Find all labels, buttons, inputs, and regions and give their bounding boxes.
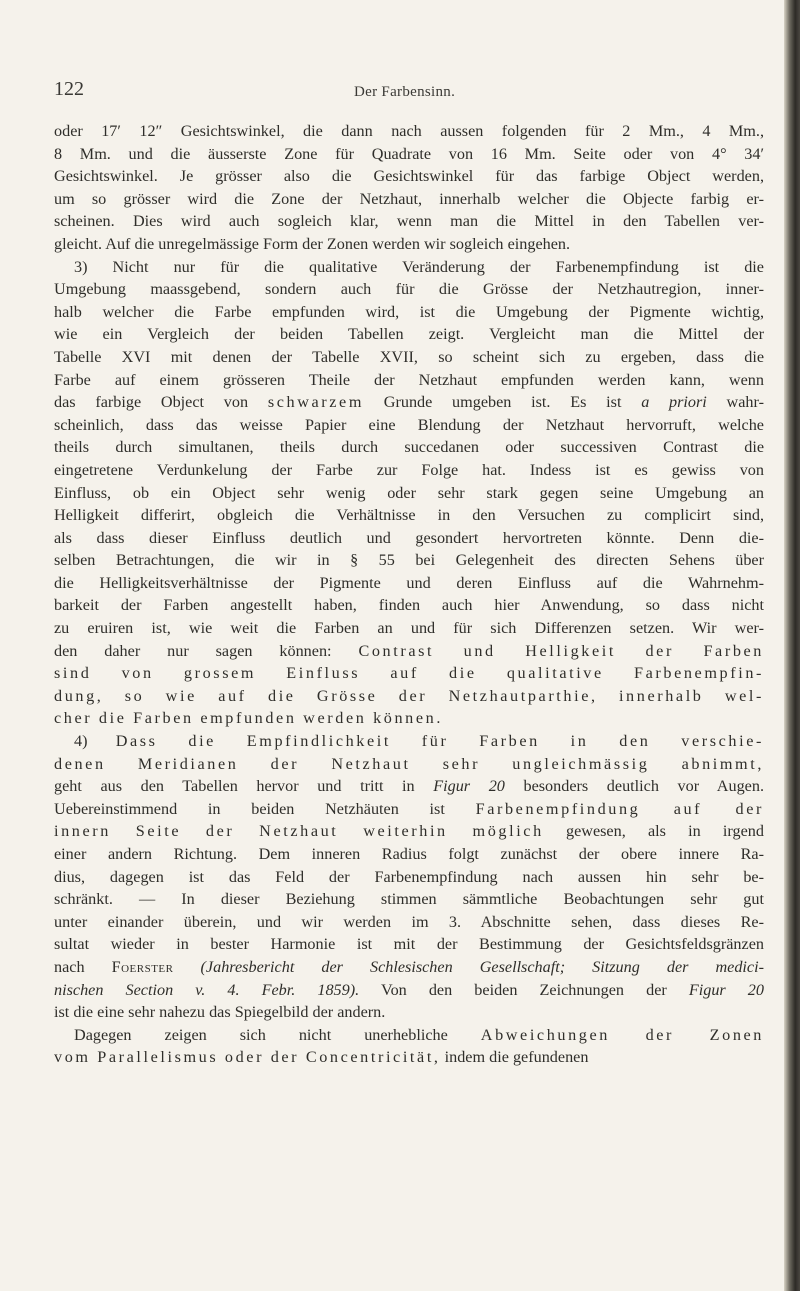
- text-run: vom Parallelismus oder der Concentricität,: [54, 1048, 441, 1067]
- text-run: 4): [74, 732, 116, 751]
- text-run: cher die Farben empfunden werden können.: [54, 709, 443, 728]
- text-line: [54, 820, 764, 843]
- text-run: gleicht. Auf die unregelmässige Form der Zonen werden wir sogleich eingehen.: [54, 234, 571, 253]
- text-line: [54, 1001, 764, 1024]
- text-run: geht aus den Tabellen hervor und tritt in: [54, 777, 434, 796]
- text-run: gewesen, als in irgend: [543, 822, 764, 841]
- text-run: Foerster: [111, 957, 174, 976]
- text-line: [54, 346, 764, 369]
- text-line: [54, 707, 764, 730]
- body-text: [54, 120, 764, 1069]
- text-line: [54, 685, 764, 708]
- text-line: [54, 753, 764, 776]
- text-line: [54, 798, 764, 821]
- text-run: den daher nur sagen können:: [54, 641, 359, 660]
- text-run: das farbige Object von: [54, 393, 268, 412]
- text-run: indem die gefundenen: [440, 1048, 589, 1067]
- text-run: Von den beiden Zeichnungen der: [359, 980, 689, 999]
- text-run: wahr-: [706, 393, 764, 412]
- text-line: [54, 391, 764, 414]
- text-run: scheinlich, dass das weisse Papier eine Blendung der Netzhaut hervorruft, welche: [54, 415, 764, 434]
- text-run: Farbenempfindung auf der: [475, 799, 764, 818]
- text-line: [54, 165, 764, 188]
- text-run: die Helligkeitsverhältnisse der Pigmente und deren Einfluss auf die Wahrnehm-: [54, 573, 764, 592]
- text-run: a priori: [641, 393, 707, 412]
- text-line: [54, 256, 764, 279]
- text-run: barkeit der Farben angestellt haben, finden auch hier Anwendung, so dass nicht: [54, 596, 764, 615]
- text-run: einer andern Richtung. Dem inneren Radius folgt zunächst der obere innere Ra-: [54, 845, 764, 863]
- text-line: [54, 594, 764, 617]
- text-run: scheinen. Dies wird auch sogleich klar, wenn man die Mittel in den Tabellen ver-: [54, 212, 764, 231]
- text-line: [54, 1046, 764, 1069]
- text-run: denen Meridianen der Netzhaut sehr ungleichmässig abnimmt,: [54, 754, 764, 773]
- text-run: Grunde umgeben ist. Es ist: [364, 393, 642, 412]
- text-run: als dass dieser Einfluss deutlich und gesondert hervortreten könnte. Denn die-: [54, 528, 764, 547]
- text-run: Contrast und Helligkeit der Farben: [358, 641, 764, 660]
- text-line: [54, 911, 764, 934]
- text-run: zu eruiren ist, wie weit die Farben an und für sich Differenzen setzen. Wir wer-: [54, 619, 764, 638]
- text-run: 8 Mm. und die äusserste Zone für Quadrate von 16 Mm. Seite oder von 4° 34′: [54, 144, 764, 163]
- text-run: (Jahresbericht der Schlesischen Gesellschaft; Sitzung der medici-: [200, 957, 764, 976]
- text-run: schränkt. — In dieser Beziehung stimmen sämmtliche Beobachtungen sehr gut: [54, 890, 764, 909]
- text-line: [54, 730, 764, 753]
- text-line: [54, 866, 764, 889]
- text-run: [174, 958, 201, 976]
- text-run: innern Seite der Netzhaut weiterhin möglich: [54, 822, 544, 841]
- text-run: halb welcher die Farbe empfunden wird, ist die Umgebung der Pigmente wichtig,: [54, 302, 764, 321]
- text-line: [54, 278, 764, 301]
- text-line: [54, 888, 764, 911]
- text-line: [54, 188, 764, 211]
- text-run: selben Betrachtungen, die wir in § 55 bei Gelegenheit des directen Sehens über: [54, 551, 764, 570]
- text-line: [54, 414, 764, 437]
- text-line: [54, 843, 764, 866]
- text-run: Umgebung maassgebend, sondern auch für die Grösse der Netzhautregion, inner-: [54, 280, 764, 299]
- text-line: [54, 323, 764, 346]
- text-line: [54, 301, 764, 324]
- text-run: theils durch simultanen, theils durch succedanen oder successiven Contrast die: [54, 438, 764, 457]
- page-header: [54, 78, 754, 104]
- text-line: [54, 979, 764, 1002]
- text-line: [54, 956, 764, 979]
- text-line: [54, 482, 764, 505]
- text-run: Tabelle XVI mit denen der Tabelle XVII, so scheint sich zu ergeben, dass die: [54, 347, 764, 366]
- text-line: [54, 775, 764, 798]
- text-line: [54, 120, 764, 143]
- text-run: Farbe auf einem grösseren Theile der Netzhaut empfunden werden kann, wenn: [54, 370, 764, 389]
- text-run: Dass die Empfindlichkeit für Farben in den verschie-: [115, 732, 764, 751]
- text-run: besonders deutlich vor Augen.: [504, 777, 764, 796]
- text-line: [54, 504, 764, 527]
- text-run: eingetretene Verdunkelung der Farbe zur Folge hat. Indess ist es gewiss von: [54, 460, 764, 479]
- text-run: 3) Nicht nur für die qualitative Veränderung der Farbenempfindung ist die: [74, 257, 764, 276]
- text-run: oder 17′ 12″ Gesichtswinkel, die dann nach aussen folgenden für 2 Mm., 4 Mm.,: [54, 122, 764, 140]
- running-title: Der Farbensinn.: [354, 84, 456, 100]
- text-line: [54, 233, 764, 256]
- text-run: schwarzem: [267, 393, 365, 412]
- text-run: dung, so wie auf die Grösse der Netzhautparthie, innerhalb wel-: [54, 686, 764, 705]
- text-run: um so grösser wird die Zone der Netzhaut, innerhalb welcher die Objecte farbig er-: [54, 189, 764, 208]
- text-run: nach: [54, 957, 112, 976]
- text-line: [54, 1024, 764, 1047]
- text-line: [54, 527, 764, 550]
- text-run: nischen Section v. 4. Febr. 1859).: [54, 980, 360, 999]
- text-line: [54, 459, 764, 482]
- text-run: sultat wieder in bester Harmonie ist mit der Bestimmung der Gesichtsfeldsgränzen: [54, 935, 764, 954]
- text-run: sind von grossem Einfluss auf die qualitative Farbenempfin-: [54, 664, 764, 683]
- text-run: wie ein Vergleich der beiden Tabellen zeigt. Vergleicht man die Mittel der: [54, 325, 764, 344]
- text-run: Helligkeit differirt, obgleich die Verhältnisse in den Versuchen zu complicirt sind,: [54, 506, 764, 525]
- text-line: [54, 143, 764, 166]
- text-line: [54, 933, 764, 956]
- text-run: Gesichtswinkel. Je grösser also die Gesichtswinkel für das farbige Object werden,: [54, 167, 764, 186]
- text-line: [54, 617, 764, 640]
- text-run: Dagegen zeigen sich nicht unerhebliche: [74, 1025, 481, 1044]
- text-line: [54, 369, 764, 392]
- text-run: dius, dagegen ist das Feld der Farbenempfindung nach aussen hin sehr be-: [54, 867, 764, 886]
- text-line: [54, 572, 764, 595]
- text-line: [54, 662, 764, 685]
- text-line: [54, 549, 764, 572]
- text-line: [54, 210, 764, 233]
- page-edge-shadow: [784, 0, 800, 1291]
- text-run: ist die eine sehr nahezu das Spiegelbild der andern.: [54, 1003, 386, 1022]
- text-line: [54, 436, 764, 459]
- text-run: Uebereinstimmend in beiden Netzhäuten ist: [54, 799, 476, 818]
- text-run: unter einander überein, und wir werden im 3. Abschnitte sehen, dass dieses Re-: [54, 912, 764, 931]
- text-run: Abweichungen der Zonen: [480, 1025, 764, 1044]
- text-run: Figur 20: [433, 777, 505, 796]
- page-number: 122: [54, 78, 84, 100]
- text-run: Einfluss, ob ein Object sehr wenig oder sehr stark gegen seine Umgebung an: [54, 483, 764, 502]
- text-line: [54, 640, 764, 663]
- text-run: Figur 20: [688, 980, 764, 999]
